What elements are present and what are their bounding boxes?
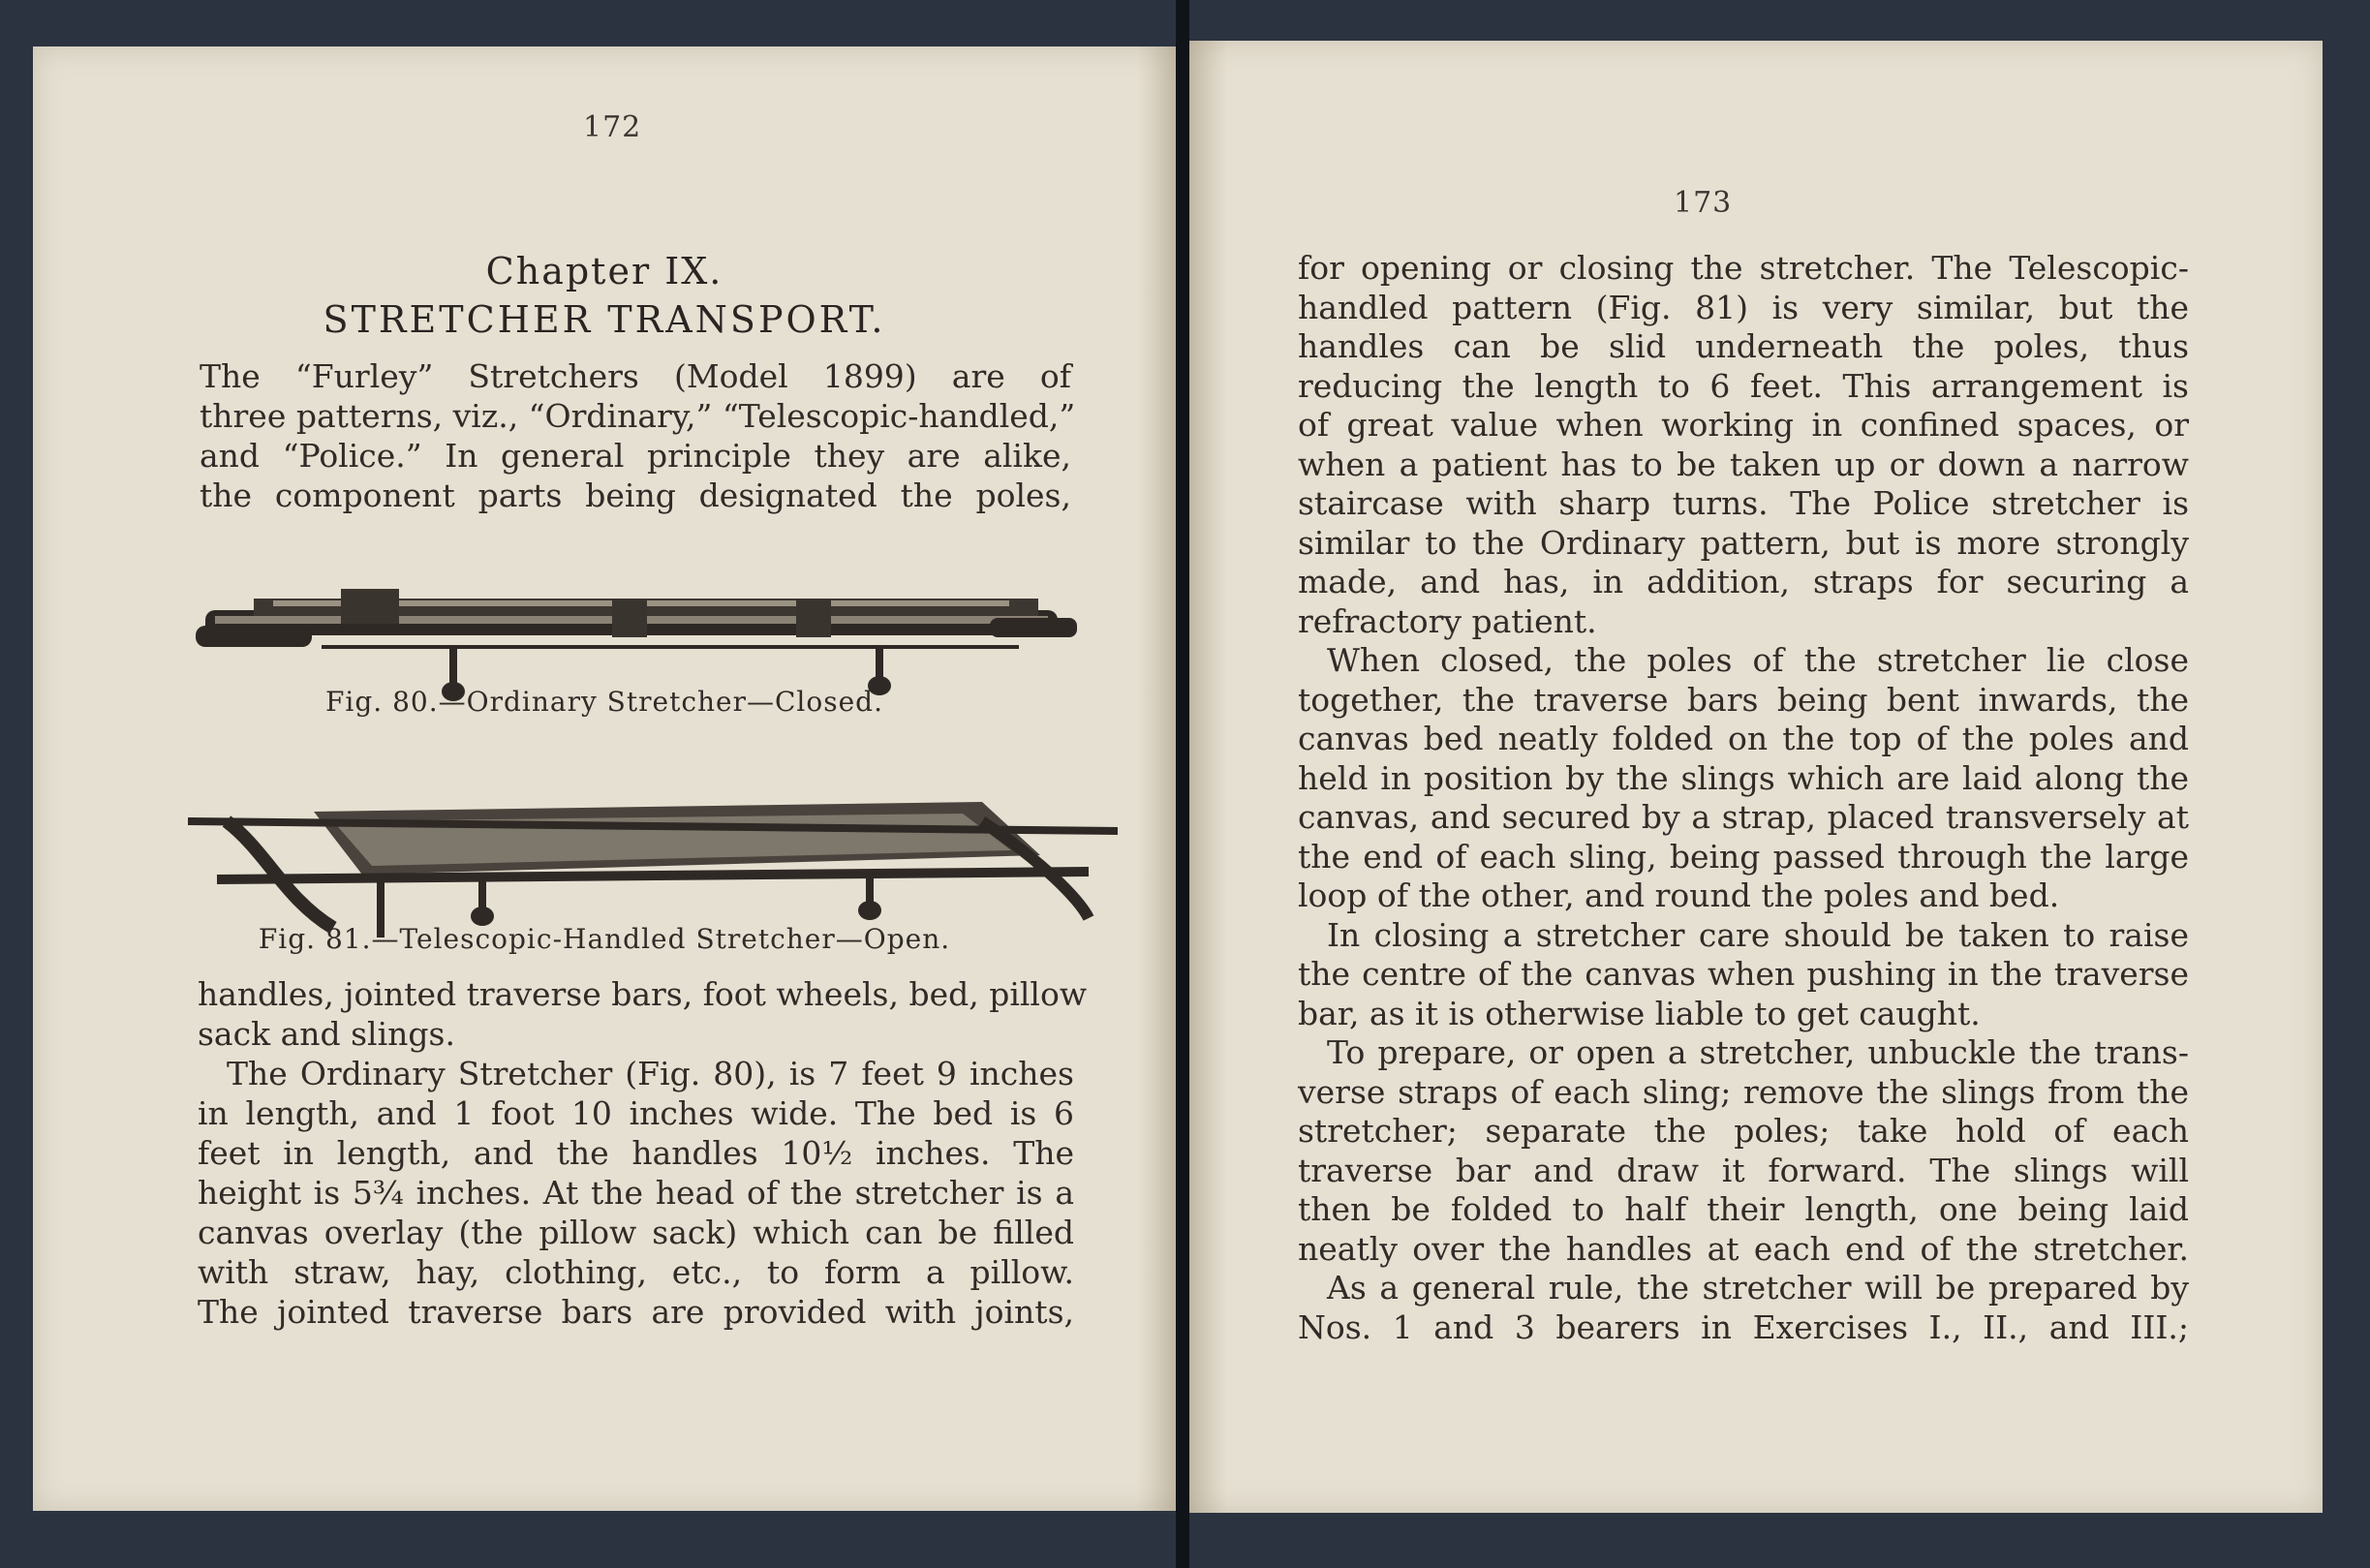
text-line: three patterns, viz., “Ordinary,” “Telescopic-handled,” xyxy=(200,397,1076,435)
text-line: the component parts being designated the poles, xyxy=(200,477,1071,514)
text-line: handles, jointed traverse bars, foot wheels, bed, pillow xyxy=(198,975,1088,1013)
text-line: of great value when working in confined spaces, or xyxy=(1298,406,2189,444)
text-line: Nos. 1 and 3 bearers in Exercises I., II., and III.; xyxy=(1298,1307,2189,1346)
text-line: made, and has, in addition, straps for securing a xyxy=(1298,563,2189,600)
text-line: refractory patient. xyxy=(1298,601,1597,640)
text-line: traverse bar and draw it forward. The slings will xyxy=(1298,1151,2189,1189)
text-line: handled pattern (Fig. 81) is very similar, but the xyxy=(1298,288,2189,326)
text-line: the centre of the canvas when pushing in the traverse xyxy=(1298,955,2189,993)
right-page-text xyxy=(1298,249,2189,1347)
page-number-left: 172 xyxy=(583,110,642,144)
text-line: together, the traverse bars being bent inwards, the xyxy=(1298,680,2189,719)
text-line: similar to the Ordinary pattern, but is more strongly xyxy=(1298,523,2189,562)
text-line: and “Police.” In general principle they are alike, xyxy=(200,437,1071,475)
text-line: held in position by the slings which are laid along the xyxy=(1298,758,2189,797)
right-page xyxy=(1189,41,2323,1513)
text-line: When closed, the poles of the stretcher lie close xyxy=(1327,641,2189,679)
text-line: The “Furley” Stretchers (Model 1899) are of xyxy=(200,357,1071,395)
text-line: the end of each sling, being passed through the large xyxy=(1298,837,2189,876)
page-number-right: 173 xyxy=(1674,186,1733,220)
text-line: The jointed traverse bars are provided with joints, xyxy=(198,1293,1074,1331)
text-line: As a general rule, the stretcher will be prepared by xyxy=(1327,1269,2189,1307)
left-page xyxy=(33,46,1176,1511)
text-line: in length, and 1 foot 10 inches wide. The bed is 6 xyxy=(198,1094,1074,1132)
fig81-open-stretcher-illustration xyxy=(188,763,1118,947)
text-line: In closing a stretcher care should be taken to raise xyxy=(1327,915,2189,954)
book-spine xyxy=(1176,0,1189,1568)
text-line: To prepare, or open a stretcher, unbuckle the trans- xyxy=(1327,1033,2189,1071)
fig81-caption: Fig. 81.—Telescopic-Handled Stretcher—Open. xyxy=(258,923,951,955)
text-line: The Ordinary Stretcher (Fig. 80), is 7 feet 9 inches xyxy=(227,1055,1074,1092)
text-line: loop of the other, and round the poles and bed. xyxy=(1298,876,2060,914)
text-line: when a patient has to be taken up or down a narrow xyxy=(1298,445,2189,483)
chapter-title: STRETCHER TRANSPORT. xyxy=(323,298,886,341)
text-line: stretcher; separate the poles; take hold of each xyxy=(1298,1112,2189,1150)
text-line: staircase with sharp turns. The Police stretcher is xyxy=(1298,484,2189,522)
text-line: feet in length, and the handles 10½ inches. The xyxy=(198,1134,1074,1172)
text-line: with straw, hay, clothing, etc., to form a pillow. xyxy=(198,1253,1074,1291)
text-line: verse straps of each sling; remove the slings from the xyxy=(1298,1072,2189,1111)
text-line: sack and slings. xyxy=(198,1015,455,1053)
text-line: canvas, and secured by a strap, placed transversely at xyxy=(1298,798,2189,836)
chapter-heading: Chapter IX. xyxy=(485,250,723,292)
fig80-caption: Fig. 80.—Ordinary Stretcher—Closed. xyxy=(325,686,883,718)
text-line: then be folded to half their length, one being laid xyxy=(1298,1190,2189,1228)
text-line: height is 5¾ inches. At the head of the stretcher is a xyxy=(198,1174,1074,1212)
text-line: canvas overlay (the pillow sack) which can be filled xyxy=(198,1214,1074,1251)
text-line: neatly over the handles at each end of the stretcher. xyxy=(1298,1229,2189,1268)
intro-paragraph xyxy=(200,356,1076,515)
text-line: canvas bed neatly folded on the top of the poles and xyxy=(1298,720,2189,757)
text-line: reducing the length to 6 feet. This arrangement is xyxy=(1298,366,2189,405)
body-paragraph xyxy=(198,974,1088,1332)
text-line: for opening or closing the stretcher. The Telescopic- xyxy=(1298,249,2189,287)
text-line: bar, as it is otherwise liable to get caught. xyxy=(1298,994,1981,1032)
text-line: handles can be slid underneath the poles, thus xyxy=(1298,327,2189,365)
